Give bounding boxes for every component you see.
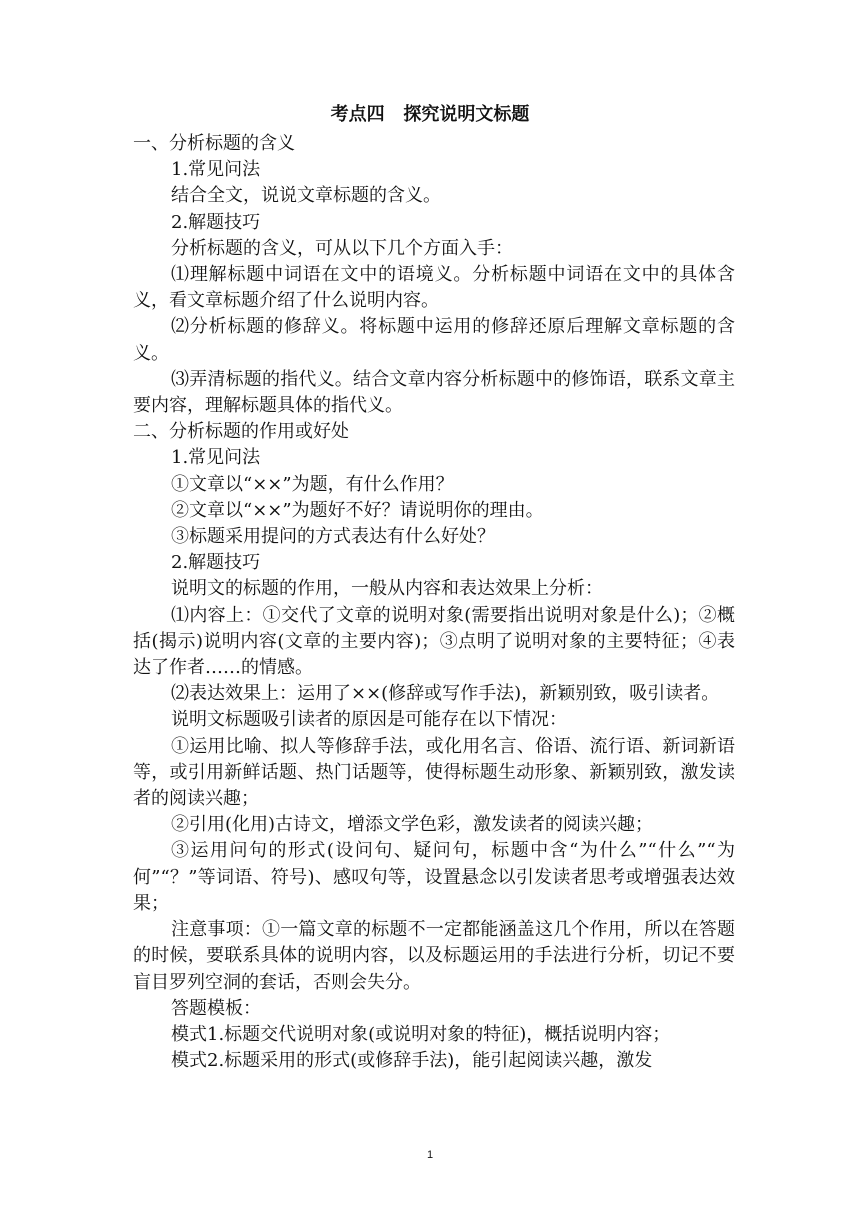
paragraph: ⑴内容上：①交代了文章的说明对象(需要指出说明对象是什么)；②概括(揭示)说明内容(文章的主要内容)；③点明了说明对象的主要特征；④表达了作者……的情感。 — [133, 604, 735, 679]
paragraph: ⑵分析标题的修辞义。将标题中运用的修辞还原后理解文章标题的含义。 — [133, 316, 735, 364]
paragraph: ⑶弄清标题的指代义。结合文章内容分析标题中的修饰语，联系文章主要内容，理解标题具体的指代义。 — [133, 368, 735, 417]
paragraph: 分析标题的含义，可从以下几个方面入手： — [171, 237, 513, 259]
page-title: 考点四 探究说明文标题 — [330, 104, 530, 125]
document-body — [133, 131, 735, 1074]
paragraph: ①文章以“××”为题，有什么作用？ — [171, 473, 454, 495]
page-number: 1 — [426, 1149, 434, 1161]
subheading: 答题模板： — [171, 997, 261, 1019]
paragraph: ①运用比喻、拟人等修辞手法，或化用名言、俗语、流行语、新词新语等，或引用新鲜话题、热门话题等，使得标题生动形象、新颖别致，激发读者的阅读兴趣； — [133, 735, 735, 810]
section-heading: 一、分析标题的含义 — [133, 133, 295, 154]
paragraph: ⑴理解标题中词语在文中的语境义。分析标题中词语在文中的具体含义，看文章标题介绍了什么说明内容。 — [133, 264, 735, 312]
section-heading: 二、分析标题的作用或好处 — [133, 421, 349, 443]
paragraph: ②文章以“××”为题好不好？请说明你的理由。 — [171, 499, 544, 521]
paragraph: ②引用(化用)古诗文，增添文学色彩，激发读者的阅读兴趣； — [171, 814, 654, 836]
paragraph: ③运用问句的形式(设问句、疑问句，标题中含“为什么”“什么”“为何”“？”等词语、符号)、感叹句等，设置悬念以引发读者思考或增强表达效果； — [133, 840, 735, 914]
subheading: 1.常见问法 — [171, 447, 261, 469]
paragraph: ⑵表达效果上：运用了××(修辞或写作手法)，新颖别致，吸引读者。 — [171, 683, 720, 705]
paragraph: 说明文的标题的作用，一般从内容和表达效果上分析： — [171, 578, 603, 600]
subheading: 1.常见问法 — [171, 159, 261, 181]
paragraph: 注意事项：①一篇文章的标题不一定都能涵盖这几个作用，所以在答题的时候，要联系具体的说明内容，以及标题运用的手法进行分析，切记不要盲目罗列空洞的套话，否则会失分。 — [133, 919, 735, 993]
paragraph: 说明文标题吸引读者的原因是可能存在以下情况： — [171, 709, 567, 731]
subheading: 2.解题技巧 — [171, 211, 261, 233]
paragraph: ③标题采用提问的方式表达有什么好处？ — [171, 526, 495, 548]
paragraph: 模式2.标题采用的形式(或修辞手法)，能引起阅读兴趣，激发 — [171, 1050, 653, 1072]
paragraph: 结合全文，说说文章标题的含义。 — [171, 185, 441, 207]
subheading: 2.解题技巧 — [171, 552, 261, 574]
paragraph: 模式1.标题交代说明对象(或说明对象的特征)，概括说明内容； — [171, 1023, 671, 1045]
